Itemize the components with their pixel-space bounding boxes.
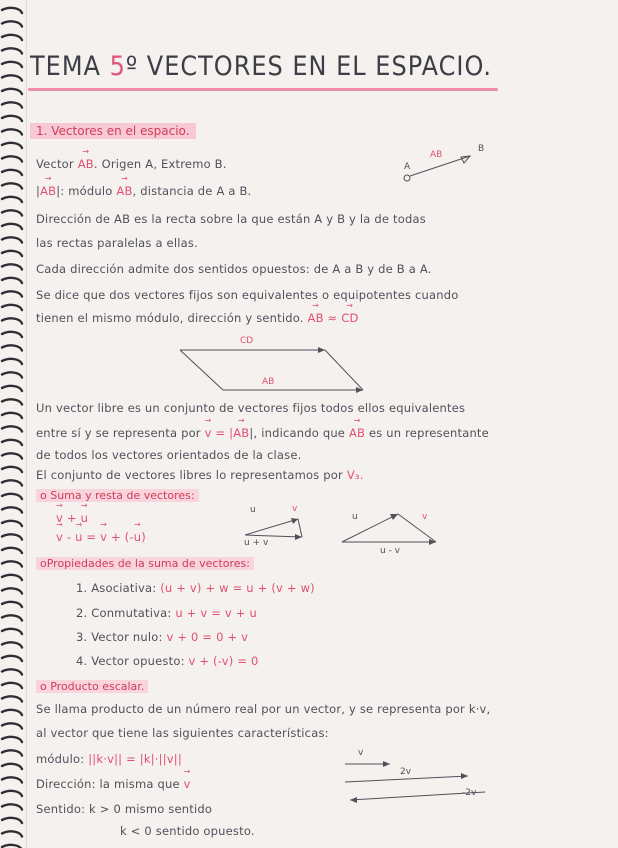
spiral-ring [2,359,22,364]
spiral-ring [2,21,22,26]
spiral-ring [2,791,22,796]
spiral-ring [2,777,22,782]
spiral-ring [2,291,22,296]
spiral-ring [2,480,22,485]
spiral-ring [2,561,22,566]
v3-symbol: V₃. [346,468,364,482]
spiral-ring [2,345,22,350]
vector-v: → v [205,426,212,440]
text: + (- [107,530,134,544]
spiral-ring [2,831,22,836]
spiral-ring [2,35,22,40]
spiral-ring [2,629,22,634]
spiral-ring [2,332,22,337]
equivalence-sign: ≈ [323,311,342,325]
text-line-1 [36,157,227,171]
spiral-ring [2,710,22,715]
parallelogram-diagram [175,340,375,400]
vector-ab: → AB [308,311,324,325]
product-line-2: al vector que tiene las siguientes características: [36,726,329,740]
spiral-ring [2,251,22,256]
arrow-2v-label: 2v [400,767,412,777]
text: = | [211,426,234,440]
spiral-ring [2,413,22,418]
vector-ab: → AB [233,426,249,440]
text: ) [141,530,146,544]
spiral-ring [2,143,22,148]
product-line-1: Se llama producto de un número real por un vector, y se representa por k·v, [36,702,491,716]
text-line-9 [36,426,489,440]
spiral-ring [2,116,22,121]
spiral-ring [2,615,22,620]
text: 3. Vector nulo: [76,630,167,644]
spiral-ring [2,426,22,431]
text-line-2 [36,184,251,198]
vector-v: → v [100,530,107,544]
arrow-v-label: v [358,748,364,758]
vector-ab-sketch [398,144,488,186]
text: + [63,511,81,525]
spiral-ring [2,764,22,769]
spiral-ring [2,669,22,674]
tri2-diff-label: u - v [380,546,400,556]
spiral-ring [2,129,22,134]
vector-cd: → CD [341,311,358,325]
text: módulo: [36,752,89,766]
text: |: módulo [56,184,117,198]
spiral-ring [2,372,22,377]
text: Vector [36,157,78,171]
spiral-ring [2,62,22,67]
spiral-ring [2,183,22,188]
spiral-ring [2,602,22,607]
spiral-ring [2,507,22,512]
spiral-binding [0,0,26,848]
product-heading: o Producto escalar. [36,680,148,693]
formula: u + v = v + u [175,606,257,620]
text: El conjunto de vectores libres lo representamos por [36,468,347,482]
formula: v + (-v) = 0 [188,654,259,668]
tri1-v-label: v [292,504,298,514]
spiral-ring [2,696,22,701]
spiral-ring [2,318,22,323]
sum-line-2 [56,530,146,544]
text: 2. Conmutativa: [76,606,176,620]
tri2-v-label: v [422,512,428,522]
spiral-ring [2,210,22,215]
vector-v: → v [56,511,63,525]
spiral-ring [2,224,22,229]
text: , distancia de A a B. [132,184,252,198]
text-line-3: Dirección de AB es la recta sobre la que están A y B y la de todas [36,212,426,226]
spiral-ring [2,534,22,539]
spiral-ring [2,386,22,391]
text: es un representante [365,426,489,440]
text-line-8: Un vector libre es un conjunto de vectores fijos todos ellos equivalentes [36,401,466,415]
text: - [63,530,76,544]
vector-ab: → AB [78,157,94,171]
text: k > 0 mismo sentido [89,802,213,816]
sum-heading: o Suma y resta de vectores: [36,489,199,502]
formula: ||k·v|| = |k|·||v|| [88,752,182,766]
spiral-ring [2,683,22,688]
text: . Origen A, Extremo B. [93,157,227,171]
margin-line [26,0,27,848]
tri1-u-label: u [250,505,256,515]
spiral-ring [2,656,22,661]
spiral-ring [2,453,22,458]
text: | [36,184,41,198]
text: = [82,530,101,544]
spiral-ring [2,804,22,809]
tri2-u-label: u [352,512,358,522]
text-line-4: las rectas paralelas a ellas. [36,236,198,250]
text-line-7 [36,311,359,325]
spiral-ring [2,818,22,823]
text: entre sí y se representa por [36,426,205,440]
spiral-ring [2,156,22,161]
spiral-ring [2,575,22,580]
text: |, indicando que [249,426,349,440]
scalar-product-arrows [340,752,490,812]
text-line-11 [36,468,364,482]
product-module [36,752,182,766]
text-line-10: de todos los vectores orientados de la clase. [36,448,302,462]
vector-ab: → AB [116,184,132,198]
text: 1. Asociativa: [76,581,161,595]
spiral-ring [2,170,22,175]
spiral-ring [2,89,22,94]
vector-u: → u [81,511,89,525]
tri1-sum-label: u + v [244,538,269,548]
vector-v: → v [184,777,191,791]
vector-u: → u [75,530,83,544]
vector-ab-label: AB [262,377,275,387]
vector-ab: → AB [40,184,56,198]
product-direction [36,777,191,791]
vector-u: → u [134,530,142,544]
spiral-ring [2,737,22,742]
text: tienen el mismo módulo, dirección y sentido. [36,311,308,325]
vector-ab-label: AB [430,150,443,160]
spiral-ring [2,237,22,242]
spiral-ring [2,723,22,728]
text: 4. Vector opuesto: [76,654,189,668]
formula: v + 0 = 0 + v [166,630,249,644]
product-sense [36,802,212,816]
spiral-ring [2,494,22,499]
spiral-ring [2,48,22,53]
spiral-ring [2,8,22,13]
spiral-ring [2,642,22,647]
spiral-ring [2,588,22,593]
text: Sentido: [36,802,90,816]
title-underline [28,88,498,91]
spiral-ring [2,197,22,202]
point-b-label: B [478,144,485,154]
text-line-5: Cada dirección admite dos sentidos opuestos: de A a B y de B a A. [36,262,432,276]
property-2 [76,606,257,620]
title-prefix: TEMA [30,50,110,82]
spiral-ring [2,440,22,445]
property-1 [76,581,315,595]
spiral-ring [2,548,22,553]
spiral-ring [2,521,22,526]
property-3 [76,630,248,644]
spiral-ring [2,305,22,310]
arrow-neg2v-label: -2v [462,788,477,798]
spiral-ring [2,750,22,755]
spiral-ring [2,75,22,80]
formula: (u + v) + w = u + (v + w) [160,581,315,595]
point-a-label: A [404,162,411,172]
section-heading: 1. Vectores en el espacio. [30,123,196,139]
spiral-ring [2,278,22,283]
property-4 [76,654,259,668]
spiral-ring [2,264,22,269]
spiral-ring [2,399,22,404]
title-number: 5 [109,50,126,82]
vector-cd-label: CD [240,336,254,346]
spiral-ring [2,467,22,472]
text-line-6: Se dice que dos vectores fijos son equivalentes o equipotentes cuando [36,288,459,302]
properties-heading: oPropiedades de la suma de vectores: [36,557,254,570]
product-sense-2: k < 0 sentido opuesto. [120,824,255,838]
title-rest: º VECTORES EN EL ESPACIO. [125,50,493,82]
text: Dirección: la misma que [36,777,184,791]
page-title [30,51,500,82]
spiral-ring [2,102,22,107]
vector-v: → v [56,530,63,544]
vector-ab: → AB [349,426,365,440]
